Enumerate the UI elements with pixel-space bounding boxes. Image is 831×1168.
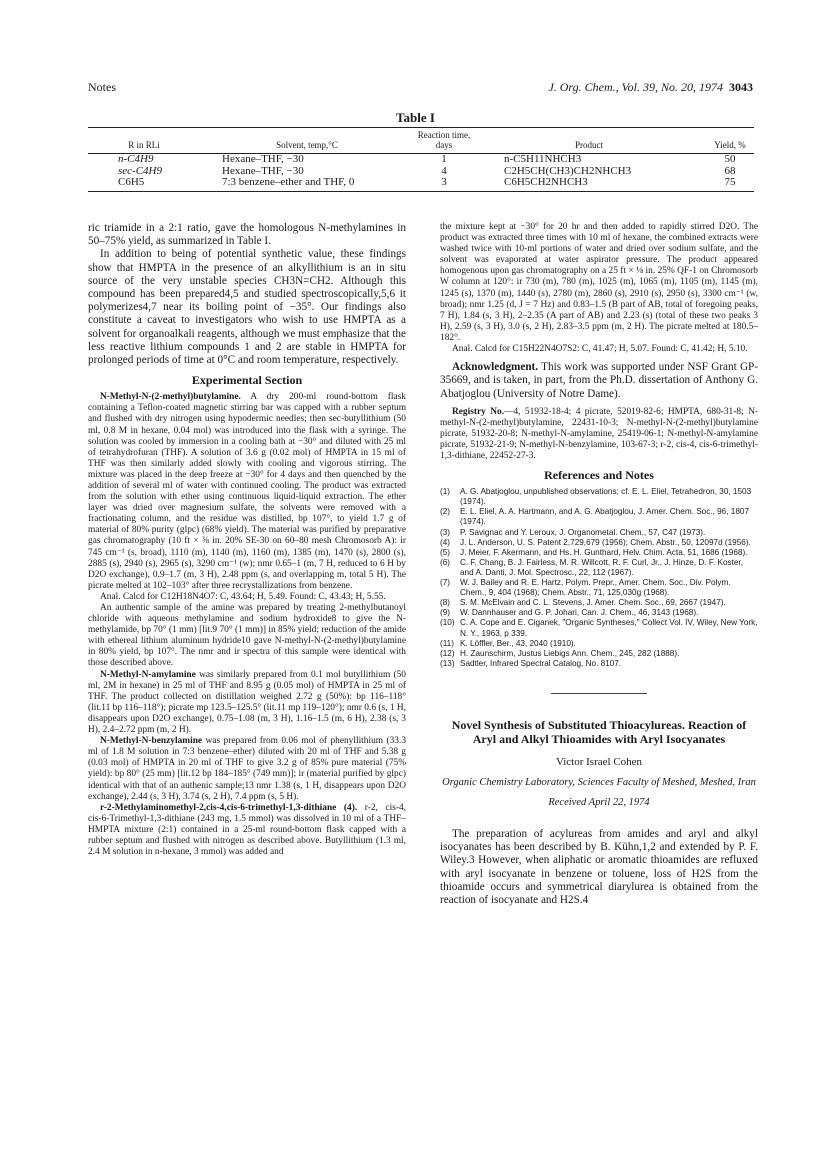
page-number: 3043 [729, 80, 753, 94]
reference-text: K. Löffler, Ber., 43, 2040 (1910). [460, 638, 576, 648]
table-header-cell: Solvent, temp,°C [276, 140, 338, 150]
paragraph-body: This work was supported under NSF Grant GP-35669, and is taken, in part, from the Ph.D. dissertation of Anthony G. Abatjoglou (University of Notre Dame). [440, 361, 758, 400]
table-cell: 3 [441, 176, 447, 188]
journal-citation: J. Org. Chem., Vol. 39, No. 20, 1974 [548, 80, 723, 94]
table-cell: n-C5H11NHCH3 [504, 153, 582, 165]
run-in-title: Registry No. [452, 406, 505, 417]
table-header-cell: Yield, % [714, 140, 746, 150]
table-cell: 4 [441, 164, 447, 177]
reference-number: (9) [440, 608, 451, 618]
run-in-title: N-Methyl-N-(2-methyl)butylamine. [100, 392, 241, 403]
reference-number: (7) [440, 578, 451, 588]
reference-number: (12) [440, 648, 455, 658]
reference-number: (1) [440, 487, 451, 497]
list-item [440, 639, 758, 649]
table-cell: 75 [724, 176, 736, 188]
article-affiliation: Organic Chemistry Laboratory, Sciences Faculty of Meshed, Meshed, Iran [442, 776, 756, 788]
table-cell: Hexane–THF, −30 [222, 153, 304, 165]
reference-text: P. Savignac and Y. Leroux, J. Organometal. Chem., 57, C47 (1973). [460, 527, 706, 537]
list-item [440, 538, 758, 548]
run-in-title: r-2-Methylaminomethyl-2,cis-4,cis-6-trimethyl-1,3-dithiane (4). [100, 802, 358, 813]
analysis-line: Anal. Calcd for C15H22N4O7S2: C, 41.47; H, 5.07. Found: C, 41.42; H, 5.10. [452, 344, 748, 355]
list-item [440, 578, 758, 598]
table-header-cell: Product [575, 140, 603, 150]
paragraph-body: r-2, cis-4, cis-6-Trimethyl-1,3-dithiane (243 mg, 1.5 mmol) was dissolved in 10 ml of a THF–HMPTA mixture (2:1) contained in a 25-ml round-bottom flask capped with a rubber septum and flushed with nitrogen as described above. Butyllithium (1.3 ml, 2.4 M solution in n-hexane, 3 mmol) was added and [88, 802, 406, 858]
reference-text: Sadtler, Infrared Spectral Catalog, No. 8107. [460, 658, 622, 668]
table-cell: 7:3 benzene–ether and THF, 0 [222, 176, 355, 188]
table-row [88, 166, 754, 178]
table-cell: sec-C4H9 [118, 164, 162, 177]
paragraph-body: was prepared from 0.06 mol of phenyllithium (33.3 ml of 1.8 M solution in 7:3 benzene–ether) diluted with 20 ml of THF and 5.38 g (0.03 mol) of HMPTA in 20 ml of THF to give 3.2 g of 85% pure material (75% yield): bp 80° (25 mm) [lit.12 bp 184–185° (749 mm)]; ir (material purified by glpc) identical with that of an authenic sample;13 nmr 1.38 (s, 1 H, disappears upon D2O exchange), 2.44 (s, 3 H), 3.74 (s, 2 H), 7.4 ppm (s, 5 H). [88, 736, 407, 802]
registry-numbers [440, 407, 758, 462]
list-item [440, 528, 758, 538]
run-in-title: N-Methyl-N-amylamine [100, 669, 196, 680]
table-row [88, 177, 754, 189]
reference-number: (2) [440, 507, 451, 517]
table-bottom-rule [88, 191, 754, 192]
paragraph: the mixture kept at −30° for 20 hr and then added to rapidly stirred D2O. The product was extracted three times with 10 ml of hexane, the combined extracts were washed twice with 10-ml portions of water and dried over sodium sulfate, and the solvent was evaporated at water aspirator pressure. The product appeared homogenous upon gas chromatography on a 25 ft × ⅛ in. 25% QF-1 on Chromosorb W column at 120°: ir 730 (m), 780 (m), 1025 (m), 1065 (m), 1105 (m), 1145 (m), 1245 (s), 1370 (m), 1440 (s), 2780 (m), 2860 (s), 2910 (s), 2950 (s), 3300 cm⁻¹ (w, broad); nmr 1.25 (d, J = 7 Hz) and 0.83–1.5 (B part of AB, total of foregoing peaks, 7 H), 1.84 (s, 3 H), 2–2.35 (A part of AB) and 2.23 (s) (total of these two peaks 3 H), 2.59 (s, 3 H), 3.0 (s, 2 H), 2.83–3.5 ppm (m, 2 H). The picrate melted at 180.5–182°. [440, 222, 758, 343]
reference-text: J. Meier, F. Akermann, and Hs. H. Gunthard, Helv. Chim. Acta, 51, 1686 (1968). [460, 547, 748, 557]
table-cell: C2H5CH(CH3)CH2NHCH3 [504, 164, 632, 177]
list-item [440, 608, 758, 618]
reference-text: W. Dannhauser and G. P. Johari, Can. J. Chem., 46, 3143 (1968). [460, 608, 699, 618]
list-item [440, 598, 758, 608]
table-cell: 68 [724, 164, 736, 177]
reference-text: C. F. Chang, B. J. Fairless, M. R. Willcott, R. F. Curl, Jr., J. Hinze, D. F. Koster, and A. Danti, J. Mol. Spectrosc., 22, 112 (1967). [460, 557, 743, 577]
table-body [88, 128, 754, 192]
experimental-paragraph [88, 736, 406, 803]
reference-number: (4) [440, 537, 451, 547]
table-header-cell: Reaction time, days [417, 130, 471, 150]
list-item [440, 618, 758, 638]
table-header-cell: R in RLi [128, 140, 160, 150]
section-heading: Experimental Section [191, 373, 303, 388]
running-head-journal [548, 80, 753, 95]
list-item [440, 548, 758, 558]
right-column [440, 222, 758, 907]
experimental-paragraph [88, 670, 406, 737]
table-1 [88, 127, 754, 192]
article-author: Victor Israel Cohen [555, 755, 643, 768]
reference-list [440, 487, 758, 669]
list-item [440, 507, 758, 527]
table-title: Table I [396, 110, 435, 125]
reference-text: H. Zaunschirm, Justus Liebigs Ann. Chem., 245, 282 (1888). [460, 648, 680, 658]
table-cell: 50 [724, 153, 736, 165]
paragraph-body: A dry 200-ml round-bottom flask containing a Teflon-coated magnetic stirring bar was capped with a rubber septum and flushed with dry nitrogen using hypodermic needles; then sec-butyllithium (50 ml, 0.8 M in hexane, 0.04 mol) was introduced into the flask with a syringe. The solution was cooled by immersion in a cooling bath at −30° and diluted with 25 ml of tetrahydrofuran (THF). A solution of 3.6 g (0.02 mol) of HMPTA in 15 ml of THF was then similarly added slowly with cooling and vigorous stirring. The mixture was placed in the deep freeze at −30° for 4 days and then quenched by the addition of several ml of water with continued cooling. The product was extracted from the solution with ether using continuous liquid-liquid extraction. The ether layer was dried over magnesium sulfate, the solvents were removed with a fractionating column, and the residue was distilled, bp 107°, to yield 1.7 g of material of 80% purity (glpc) (68% yield). The material was purified by preparative gas chromatography (10 ft × ⅜ in. 20% SE-30 on 60–80 mesh Chromosorb A): ir 745 cm⁻¹ (s, broad), 1110 (m), 1140 (m), 1160 (m), 1385 (m), 1470 (s), 2800 (s), 2885 (s), 2940 (s), 2965 (s), 3290 cm⁻¹ (w); nmr 0.65–1 (m, 7 H, reduced to 6 H by D2O exchange), 0.9–1.7 (m, 3 H), 2.48 ppm (s, and overlapping m, total 5 H). The picrate melted at 102–103° after three recrystallizations from benzene. [88, 392, 406, 591]
reference-text: E. L. Eliel, A. A. Hartmann, and A. G. Abatjoglou, J. Amer. Chem. Soc., 96, 1807 (1974). [460, 507, 749, 527]
experimental-paragraph [88, 803, 406, 858]
paragraph: In addition to being of potential synthetic value, these findings show that HMPTA in the presence of an alkyllithium is an in situ source of the very unstable species CH3N=CH2. Although this compound has been prepared4,5 and studied spectroscopically,5,6 it polymerizes4,7 near its boiling point of −35°. Our findings also constitute a caveat to investigators who wish to use HMPTA as a solvent for organoalkali reagents, although we must emphasize that the less reactive lithium compounds 1 and 2 are stable in HMPTA for prolonged periods of time at 0°C and room temperature, respectively. [88, 248, 406, 367]
table-cell: n-C4H9 [118, 153, 154, 165]
list-item [440, 649, 758, 659]
reference-number: (10) [440, 618, 455, 628]
list-item [440, 487, 758, 507]
reference-number: (3) [440, 527, 451, 537]
received-date: Received April 22, 1974 [548, 796, 650, 808]
table-cell: Hexane–THF, −30 [222, 164, 304, 177]
running-head-section: Notes [88, 80, 116, 94]
list-item [440, 558, 758, 578]
reference-number: (11) [440, 638, 454, 648]
left-column [88, 222, 406, 858]
article-intro-paragraph: The preparation of acylureas from amides and aryl and alkyl isocyanates has been described by B. Kühn,1,2 and extended by P. F. Wiley.3 However, when aliphatic or aromatic thioamides are refluxed with aryl isocyanate in benzene or toluene, loss of H2S from the thioamide occurs and symmetrical diarylurea is obtained from the reaction of isocyanate and H2S.4 [440, 827, 758, 906]
table-cell: C6H5 [118, 176, 145, 188]
table-cell: C6H5CH2NHCH3 [504, 176, 588, 188]
experimental-paragraph [88, 392, 406, 592]
paragraph-body: was similarly prepared from 0.1 mol butyllithium (50 ml, 2M in hexane) in 25 ml of THF and 8.95 g (0.05 mol) of HMPTA in 25 ml of THF. The product collected on distillation weighed 2.72 g (50%): bp 116–118° (lit.11 bp 116–118°); picrate mp 123.5–125.5° (lit.11 mp 119–120°); nmr 0.6 (s, 1 H, disappears upon D2O exchange), 0.75–1.08 (m, 3 H), 1.16–1.5 (m, 6 H), 2.38 (s, 3 H), 2.4–2.72 ppm (m, 2 H). [88, 669, 406, 736]
paragraph-body: —4, 51932-18-4; 4 picrate, 52019-82-6; HMPTA, 680-31-8; N-methyl-N-(2-methyl)butylamine, 22431-10-3; N-methyl-N-(2-methyl)butylamine picrate, 51932-20-8; N-methyl-N-amylamine, 25419-06-1; N-methyl-N-amylamine picrate, 51932-21-9; N-methyl-N-benzylamine, 103-67-3; r-2, cis-4, cis-6-trimethyl-1,3-dithiane, 22452-27-3. [440, 406, 758, 462]
reference-text: J. L. Anderson, U. S. Patent 2,729,679 (1956); Chem. Abstr., 50, 12097d (1956). [460, 537, 751, 547]
paragraph: An authentic sample of the amine was prepared by treating 2-methylbutanoyl chloride with aqueous methylamine and sodium hydroxide8 to give the N-methylamide, bp 70° (1 mm) [lit.9 70° (1 mm)] in 85% yield; reduction of the amide with ethereal lithium aluminum hydride10 gave N-methyl-N-(2-methyl)butylamine in 80% yield, bp 107°. The nmr and ir spectra of this sample were identical with those described above. [88, 603, 406, 669]
table-header-row [88, 128, 754, 153]
reference-number: (5) [440, 547, 451, 557]
table-row [88, 154, 754, 166]
article-divider [551, 693, 647, 694]
analysis-line: Anal. Calcd for C12H18N4O7: C, 43.64; H, 5.49. Found: C, 43.43; H, 5.55. [100, 591, 386, 602]
reference-text: C. A. Cope and E. Ciganek, "Organic Syntheses," Collect Vol. IV, Wiley, New York, N. Y., 1963, p 339. [460, 618, 758, 638]
reference-number: (13) [440, 658, 455, 668]
article-title: Novel Synthesis of Substituted Thioacylureas. Reaction of Aryl and Alkyl Thioamides with Aryl Isocyanates [451, 717, 747, 746]
section-heading: References and Notes [544, 468, 654, 483]
reference-number: (6) [440, 557, 451, 567]
run-in-title: Acknowledgment. [452, 361, 539, 374]
list-item [440, 659, 758, 669]
table-cell: 1 [441, 153, 447, 165]
paragraph: ric triamide in a 2:1 ratio, gave the homologous N-methylamines in 50–75% yield, as summarized in Table I. [88, 222, 406, 248]
reference-text: S. M. McElvain and C. L. Stevens, J. Amer. Chem. Soc., 69, 2667 (1947). [460, 598, 726, 608]
acknowledgment [440, 361, 758, 401]
reference-text: W. J. Bailey and R. E. Hartz, Polym. Prepr., Amer. Chem. Soc., Div. Polym. Chem., 9, 404 (1968); Chem. Abstr., 71, 125,030g (1968). [460, 578, 731, 598]
reference-number: (8) [440, 598, 451, 608]
reference-text: A. G. Abatjoglou, unpublished observations; cf. E. L. Eliel, Tetrahedron, 30, 1503 (1974). [460, 487, 752, 507]
run-in-title: N-Methyl-N-benzylamine [100, 736, 203, 747]
